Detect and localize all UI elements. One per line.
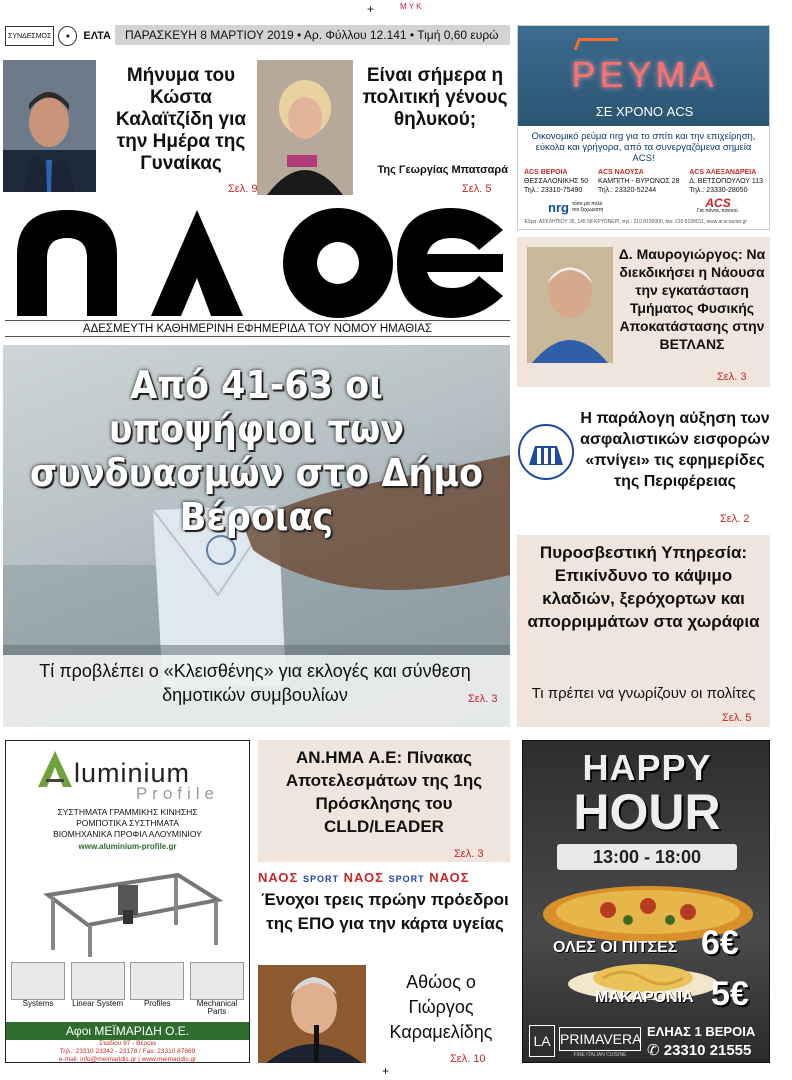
- subtitle-fire: Τι πρέπει να γνωρίζουν οι πολίτες: [531, 685, 756, 702]
- acs-tagline: Για πάντα, παντού.: [697, 208, 739, 214]
- ad-happy-hour[interactable]: [522, 740, 770, 1063]
- plug-icon: [574, 38, 618, 50]
- author-byline: Της Γεωργίας Μπατσαρά: [377, 164, 508, 176]
- ad-aluminium-sub: Profile: [135, 784, 219, 803]
- ad-aluminium-url[interactable]: www.aluminium-profile.gr: [78, 842, 177, 851]
- ad-aluminium-company: Αφοι ΜΕΪΜΑΡΙΔΗ Ο.Ε.: [6, 1022, 249, 1040]
- story-fire[interactable]: [517, 535, 770, 727]
- ad-happy-line2: HOUR: [573, 784, 721, 840]
- registration-mark: +: [367, 2, 375, 16]
- photo-karamelidis: [258, 965, 366, 1063]
- seal-icon: ●: [58, 26, 77, 46]
- category-linear: Linear System: [72, 999, 124, 1008]
- category-systems: Systems: [22, 999, 54, 1008]
- page-ref[interactable]: Σελ. 10: [450, 1053, 486, 1065]
- category-profiles-image: [130, 962, 184, 1000]
- page-ref[interactable]: Σελ. 9: [228, 183, 258, 195]
- ad-happy-price2: 5€: [711, 975, 749, 1013]
- page-ref[interactable]: Σελ. 3: [717, 371, 747, 383]
- lead-subtitle[interactable]: Τί προβλέπει ο «Κλεισθένης» για εκλογές και σύνθεση δημοτικών συμβουλίων: [0, 655, 510, 727]
- ad-happy-phone[interactable]: 23310 21555: [663, 1042, 752, 1059]
- headline-insurance[interactable]: Η παράλογη αύξηση των ασφαλιστικών εισφορών «πνίγει» τις εφημερίδες της Περιφέρειας: [580, 410, 770, 490]
- headline-anhma[interactable]: ΑΝ.ΗΜΑ Α.Ε: Πίνακας Αποτελεσμάτων της 1ης Πρόσκλησης του CLLD/LEADER: [285, 748, 483, 836]
- headline-karalaitzidis[interactable]: Μήνυμα του Κώστα Καλαϊτζίδη για την Ημέρα της Γυναίκας: [115, 65, 247, 174]
- page-ref[interactable]: Σελ. 5: [722, 712, 752, 724]
- ad-aluminium-profile[interactable]: [5, 740, 250, 1063]
- ad-aluminium-contact: Σταδίου 97 - Βέροια Τηλ.: 23310 23342 - 23178 / Fax: 23310 87869 e-mail: info@meimaridis.gr | www.meimaridis.gr: [58, 1040, 197, 1063]
- press-association-logo: [517, 410, 575, 495]
- page-ref[interactable]: Σελ. 5: [462, 183, 492, 195]
- ad-aluminium-brand: luminium: [74, 758, 191, 788]
- headline-sport[interactable]: Ένοχοι τρεις πρώην πρόεδροι της ΕΠΟ για την κάρτα υγείας: [261, 890, 509, 933]
- headline-fire[interactable]: Πυροσβεστική Υπηρεσία: Επικίνδυνο το κάψιμο κλαδιών, ξερόχορτων και απορριμμάτων στα χωράφια: [527, 543, 760, 631]
- ad-happy-price1: 6€: [701, 924, 739, 962]
- photo-mpatsara: [257, 60, 353, 195]
- ad-happy-offer2: ΜΑΚΑΡΟΝΙΑ: [595, 989, 694, 1006]
- association-logo: ΣΥΝΔΕΣΜΟΣ: [5, 26, 54, 46]
- photo-karalaitzidis: [3, 60, 96, 192]
- page-ref[interactable]: Σελ. 2: [720, 513, 750, 525]
- headline-mavrogiorgos[interactable]: Δ. Μαυρογιώργος: Να διεκδικήσει η Νάουσα την εγκατάσταση Τμήματος Φυσικής Αποκατάστασης στην ΒΕΤΛΑΝΣ: [618, 246, 766, 352]
- nrg-tagline: τόσο μα πολύ πιο ξεχωριστή: [571, 201, 604, 213]
- subtitle-sport: Αθώος ο Γιώργος Καραμελίδης: [389, 972, 493, 1042]
- branch-veroia: ACS ΒΕΡΟΙΑ ΘΕΣΣΑΛΟΝΙΚΗΣ 50 Τηλ.: 23310-75490: [524, 169, 589, 194]
- acs-logo: ACS: [705, 196, 731, 210]
- ad-acs-text: Οικονομικό ρεύμα nrg για το σπίτι και την επιχείρηση, εύκολα και γρήγορα, από τα συνεργαζόμενα σημεία ACS!: [531, 131, 756, 164]
- lead-headline[interactable]: Από 41-63 οι υποψήφιοι των συνδυασμών στο Δήμο Βέροιας: [29, 363, 484, 539]
- ad-acs-footer: Έδρα: ΑΣΚΛΗΠΙΟΥ 35, 145 68 ΚΡΥΟΝΕΡΙ, τηλ.: 210 8190000, fax: 210 8190011, www.acscourier.gr: [524, 219, 748, 225]
- ad-happy-address: ΕΛΗΑΣ 1 ΒΕΡΟΙΑ: [647, 1024, 756, 1039]
- ad-happy-line1: HAPPY: [582, 747, 712, 788]
- headline-mpatsara[interactable]: Είναι σήμερα η πολιτική γένους θηλυκού;: [362, 65, 508, 130]
- branch-naousa: ACS ΝΑΟΥΣΑ ΚΑΜΠΙΤΗ - ΒΥΡΩΝΟΣ 28 Τηλ.: 23320-52244: [597, 169, 680, 194]
- sport-bar: ΝΑΟΣ SPORT ΝΑΟΣ SPORT ΝΑΟΣ: [258, 870, 470, 885]
- masthead-tagline: ΑΔΕΣΜΕΥΤΗ ΚΑΘΗΜΕΡΙΝΗ ΕΦΗΜΕΡΙΔΑ ΤΟΥ ΝΟΜΟΥ ΗΜΑΘΙΑΣ: [5, 320, 510, 337]
- category-linear-image: [71, 962, 125, 1000]
- ad-happy-offer1: ΟΛΕΣ ΟΙ ΠΙΤΣΕΣ: [553, 939, 678, 956]
- photo-mavrogiorgos: [527, 247, 613, 363]
- category-mechanical-image: [190, 962, 244, 1000]
- issue-info-bar: ΠΑΡΑΣΚΕΥΗ 8 ΜΑΡΤΙΟΥ 2019 • Αρ. Φύλλου 12.141 • Τιμή 0,60 ευρώ: [115, 25, 510, 45]
- ad-aluminium-lines: ΣΥΣΤΗΜΑΤΑ ΓΡΑΜΜΙΚΗΣ ΚΙΝΗΣΗΣ ΡΟΜΠΟΤΙΚΑ ΣΥΣΤΗΜΑΤΑ ΒΙΟΜΗΧΑΝΙΚΑ ΠΡΟΦΙΛ ΑΛΟΥΜΙΝΙΟΥ: [53, 807, 202, 839]
- ad-acs[interactable]: [517, 25, 770, 230]
- category-profiles: Profiles: [143, 999, 171, 1008]
- ad-acs-headline: ΡΕΥΜΑ: [571, 54, 718, 95]
- linear-system-machine-image: [28, 855, 228, 960]
- primavera-brand: PRIMAVERA: [559, 1027, 641, 1051]
- page-ref[interactable]: Σελ. 3: [454, 848, 484, 860]
- ad-happy-phone-row: [647, 1041, 751, 1059]
- registration-mark: +: [382, 1064, 390, 1078]
- phone-icon: ✆: [647, 1042, 660, 1059]
- page-ref[interactable]: Σελ. 3: [468, 693, 498, 705]
- aluminium-a-icon: [36, 749, 74, 789]
- story-mavrogiorgos[interactable]: [517, 237, 770, 387]
- header-logos: [5, 25, 113, 47]
- primavera-logo: LA: [529, 1025, 555, 1057]
- primavera-sub: FINE ITALIAN CUISINE: [573, 1052, 627, 1058]
- elta-logo: ΕΛΤΑ: [83, 30, 111, 42]
- color-marks: M Y K: [400, 2, 422, 11]
- nrg-logo: nrg: [548, 199, 569, 215]
- ad-acs-subline: ΣΕ ΧΡΟΝΟ ACS: [595, 104, 694, 119]
- story-anhma[interactable]: [258, 740, 510, 862]
- branch-alexandreia: ACS ΑΛΕΞΑΝΔΡΕΙΑ Δ. ΒΕΤΣΟΠΟΥΛΟΥ 113 Τηλ.: 23330-28050: [689, 169, 763, 194]
- ad-happy-hours: 13:00 - 18:00: [557, 844, 737, 870]
- masthead-logo[interactable]: [5, 200, 510, 320]
- category-mechanical: Mechanical Parts: [196, 999, 238, 1016]
- category-systems-image: [11, 962, 65, 1000]
